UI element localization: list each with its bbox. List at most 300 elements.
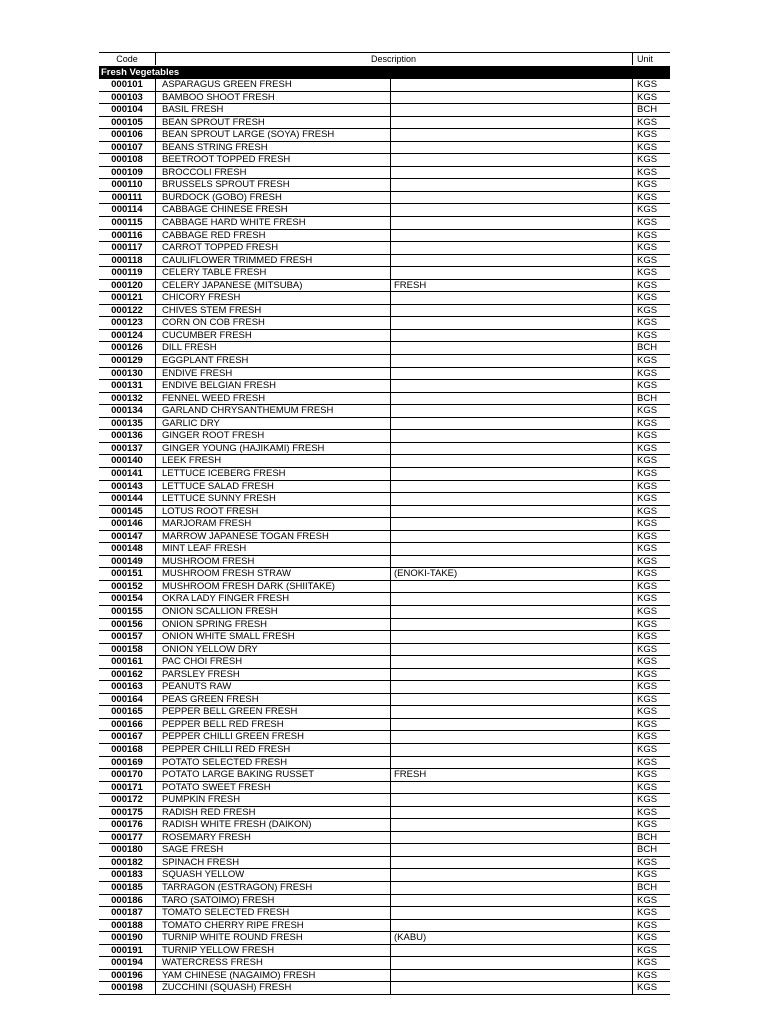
row-description: CARROT TOPPED FRESH: [162, 242, 279, 254]
row-unit: KGS: [637, 480, 658, 492]
table-row: [99, 869, 670, 882]
table-row: [99, 355, 670, 368]
row-code: 000140: [111, 455, 143, 467]
vegetable-code-table: [99, 52, 670, 995]
table-row: [99, 920, 670, 933]
row-unit: KGS: [637, 204, 658, 216]
row-unit: KGS: [637, 806, 658, 818]
row-code: 000154: [111, 593, 143, 605]
row-code: 000111: [111, 191, 143, 203]
row-code: 000151: [111, 568, 143, 580]
row-code: 000105: [111, 116, 143, 128]
row-code: 000144: [111, 493, 143, 505]
row-unit: KGS: [637, 643, 658, 655]
row-unit: KGS: [637, 907, 658, 919]
row-code: 000198: [111, 982, 143, 994]
row-note: (ENOKI-TAKE): [394, 568, 458, 580]
header-code: Code: [99, 53, 156, 65]
table-row: [99, 430, 670, 443]
row-unit: KGS: [637, 957, 658, 969]
row-unit: KGS: [637, 555, 658, 567]
row-code: 000156: [111, 618, 143, 630]
table-row: [99, 192, 670, 205]
table-row: [99, 154, 670, 167]
row-description: TURNIP YELLOW FRESH: [162, 944, 275, 956]
row-code: 000107: [111, 141, 143, 153]
row-code: 000188: [111, 919, 143, 931]
row-code: 000190: [111, 932, 143, 944]
row-unit: BCH: [637, 844, 658, 856]
row-description: GARLAND CHRYSANTHEMUM FRESH: [162, 405, 334, 417]
row-description: ASPARAGUS GREEN FRESH: [162, 79, 292, 90]
row-code: 000164: [111, 693, 143, 705]
row-unit: KGS: [637, 505, 658, 517]
row-unit: KGS: [637, 530, 658, 542]
row-unit: KGS: [637, 568, 658, 580]
row-description: TARRAGON (ESTRAGON) FRESH: [162, 882, 313, 893]
row-unit: KGS: [637, 455, 658, 467]
row-unit: KGS: [637, 894, 658, 906]
row-note: FRESH: [394, 279, 427, 291]
row-unit: KGS: [637, 467, 658, 479]
row-description: PEPPER CHILLI GREEN FRESH: [162, 731, 305, 743]
row-description: BRUSSELS SPROUT FRESH: [162, 179, 290, 191]
table-row: [99, 631, 670, 644]
row-code: 000120: [111, 279, 143, 291]
table-row: [99, 844, 670, 857]
row-unit: KGS: [637, 932, 658, 944]
row-code: 000170: [111, 769, 143, 781]
row-description: LETTUCE SUNNY FRESH: [162, 493, 276, 505]
row-code: 000115: [111, 217, 143, 229]
table-row: [99, 468, 670, 481]
table-row: [99, 380, 670, 393]
row-description: RADISH WHITE FRESH (DAIKON): [162, 819, 312, 831]
row-unit: KGS: [637, 317, 658, 329]
table-row: [99, 292, 670, 305]
row-unit: KGS: [637, 430, 658, 442]
row-unit: KGS: [637, 79, 658, 90]
row-unit: BCH: [637, 882, 658, 893]
row-unit: KGS: [637, 693, 658, 705]
row-description: TURNIP WHITE ROUND FRESH: [162, 932, 303, 944]
row-description: SAGE FRESH: [162, 844, 224, 856]
row-description: PAC CHOI FRESH: [162, 656, 243, 668]
row-description: TOMATO CHERRY RIPE FRESH: [162, 919, 304, 931]
row-unit: KGS: [637, 982, 658, 994]
row-unit: KGS: [637, 91, 658, 103]
row-unit: KGS: [637, 417, 658, 429]
table-row: [99, 418, 670, 431]
row-description: RADISH RED FRESH: [162, 806, 256, 818]
row-description: ONION SPRING FRESH: [162, 618, 268, 630]
row-code: 000187: [111, 907, 143, 919]
row-description: PEAS GREEN FRESH: [162, 693, 259, 705]
row-code: 000130: [111, 367, 143, 379]
table-row: [99, 142, 670, 155]
row-unit: KGS: [637, 543, 658, 555]
row-description: CAULIFLOWER TRIMMED FRESH: [162, 254, 313, 266]
row-description: ONION YELLOW DRY: [162, 643, 258, 655]
table-row: [99, 493, 670, 506]
table-row: [99, 342, 670, 355]
row-description: LEEK FRESH: [162, 455, 222, 467]
table-row: [99, 255, 670, 268]
row-description: OKRA LADY FINGER FRESH: [162, 593, 290, 605]
row-description: SQUASH YELLOW: [162, 869, 245, 881]
row-code: 000194: [111, 957, 143, 969]
row-unit: KGS: [637, 769, 658, 781]
table-row: [99, 907, 670, 920]
table-body: [99, 79, 670, 995]
row-unit: KGS: [637, 518, 658, 530]
row-unit: KGS: [637, 731, 658, 743]
row-description: DILL FRESH: [162, 342, 217, 354]
row-code: 000165: [111, 706, 143, 718]
table-row: [99, 656, 670, 669]
row-description: BEAN SPROUT FRESH: [162, 116, 265, 128]
table-row: [99, 757, 670, 770]
row-code: 000183: [111, 869, 143, 881]
row-description: PARSLEY FRESH: [162, 668, 240, 680]
row-code: 000119: [111, 267, 143, 279]
row-code: 000147: [111, 530, 143, 542]
row-description: CHIVES STEM FRESH: [162, 304, 262, 316]
table-row: [99, 79, 670, 92]
table-row: [99, 317, 670, 330]
row-code: 000168: [111, 743, 143, 755]
row-code: 000169: [111, 756, 143, 768]
row-description: CABBAGE RED FRESH: [162, 229, 266, 241]
row-description: SPINACH FRESH: [162, 856, 240, 868]
row-description: PEPPER CHILLI RED FRESH: [162, 743, 291, 755]
row-unit: KGS: [637, 743, 658, 755]
row-unit: KGS: [637, 141, 658, 153]
table-row: [99, 556, 670, 569]
row-description: POTATO LARGE BAKING RUSSET: [162, 769, 315, 781]
table-row: [99, 455, 670, 468]
row-code: 000158: [111, 643, 143, 655]
row-unit: KGS: [637, 781, 658, 793]
row-unit: KGS: [637, 668, 658, 680]
row-unit: BCH: [637, 342, 658, 354]
row-unit: KGS: [637, 166, 658, 178]
row-code: 000117: [111, 242, 143, 254]
row-unit: KGS: [637, 129, 658, 141]
row-unit: KGS: [637, 191, 658, 203]
table-row: [99, 543, 670, 556]
table-row: [99, 606, 670, 619]
table-row: [99, 769, 670, 782]
table-row: [99, 443, 670, 456]
table-row: [99, 882, 670, 895]
table-row: [99, 706, 670, 719]
row-description: GINGER YOUNG (HAJIKAMI) FRESH: [162, 442, 325, 454]
table-row: [99, 970, 670, 983]
row-description: MARROW JAPANESE TOGAN FRESH: [162, 530, 329, 542]
row-description: CORN ON COB FRESH: [162, 317, 265, 329]
row-code: 000167: [111, 731, 143, 743]
row-code: 000155: [111, 605, 143, 617]
row-unit: KGS: [637, 819, 658, 831]
row-code: 000134: [111, 405, 143, 417]
row-unit: KGS: [637, 605, 658, 617]
table-row: [99, 794, 670, 807]
row-description: POTATO SELECTED FRESH: [162, 756, 288, 768]
row-unit: KGS: [637, 292, 658, 304]
table-row: [99, 104, 670, 117]
row-description: WATERCRESS FRESH: [162, 957, 263, 969]
row-description: BURDOCK (GOBO) FRESH: [162, 191, 282, 203]
row-description: PUMPKIN FRESH: [162, 794, 241, 806]
row-unit: KGS: [637, 681, 658, 693]
row-unit: KGS: [637, 279, 658, 291]
row-unit: KGS: [637, 869, 658, 881]
row-code: 000124: [111, 329, 143, 341]
row-description: ROSEMARY FRESH: [162, 831, 251, 843]
row-code: 000131: [111, 380, 143, 392]
table-row: [99, 932, 670, 945]
row-description: BEETROOT TOPPED FRESH: [162, 154, 291, 166]
row-code: 000132: [111, 392, 143, 404]
row-code: 000116: [111, 229, 143, 241]
row-code: 000146: [111, 518, 143, 530]
row-description: CELERY JAPANESE (MITSUBA): [162, 279, 303, 291]
row-code: 000110: [111, 179, 143, 191]
row-code: 000163: [111, 681, 143, 693]
table-row: [99, 167, 670, 180]
row-unit: KGS: [637, 706, 658, 718]
header-description: Description: [155, 53, 633, 65]
row-description: CABBAGE CHINESE FRESH: [162, 204, 288, 216]
row-unit: KGS: [637, 442, 658, 454]
table-row: [99, 669, 670, 682]
row-code: 000180: [111, 844, 143, 856]
table-row: [99, 782, 670, 795]
table-header: [99, 52, 670, 67]
row-description: ENDIVE BELGIAN FRESH: [162, 380, 277, 392]
row-note: (KABU): [394, 932, 427, 944]
table-row: [99, 280, 670, 293]
table-row: [99, 330, 670, 343]
row-code: 000171: [111, 781, 143, 793]
table-row: [99, 895, 670, 908]
row-unit: KGS: [637, 380, 658, 392]
row-description: CELERY TABLE FRESH: [162, 267, 267, 279]
row-unit: KGS: [637, 656, 658, 668]
row-code: 000182: [111, 856, 143, 868]
table-row: [99, 819, 670, 832]
table-row: [99, 531, 670, 544]
row-code: 000196: [111, 969, 143, 981]
row-code: 000121: [111, 292, 143, 304]
row-unit: KGS: [637, 919, 658, 931]
row-description: ONION WHITE SMALL FRESH: [162, 631, 295, 643]
row-description: ZUCCHINI (SQUASH) FRESH: [162, 982, 292, 994]
row-code: 000166: [111, 718, 143, 730]
row-description: LOTUS ROOT FRESH: [162, 505, 259, 517]
table-row: [99, 242, 670, 255]
table-row: [99, 694, 670, 707]
row-note: FRESH: [394, 769, 427, 781]
table-row: [99, 982, 670, 995]
row-unit: KGS: [637, 254, 658, 266]
row-description: MUSHROOM FRESH: [162, 555, 255, 567]
table-row: [99, 305, 670, 318]
row-code: 000137: [111, 442, 143, 454]
row-unit: KGS: [637, 969, 658, 981]
row-code: 000123: [111, 317, 143, 329]
table-row: [99, 518, 670, 531]
row-code: 000148: [111, 543, 143, 555]
row-code: 000141: [111, 467, 143, 479]
table-row: [99, 957, 670, 970]
row-unit: KGS: [637, 304, 658, 316]
row-unit: KGS: [637, 580, 658, 592]
row-unit: KGS: [637, 242, 658, 254]
row-unit: KGS: [637, 116, 658, 128]
row-code: 000172: [111, 794, 143, 806]
table-row: [99, 393, 670, 406]
row-unit: KGS: [637, 217, 658, 229]
row-description: CHICORY FRESH: [162, 292, 241, 304]
table-row: [99, 129, 670, 142]
row-code: 000149: [111, 555, 143, 567]
table-row: [99, 945, 670, 958]
row-code: 000185: [111, 882, 143, 893]
section-title: Fresh Vegetables: [99, 67, 670, 79]
row-code: 000157: [111, 631, 143, 643]
row-code: 000101: [111, 79, 143, 90]
row-description: CABBAGE HARD WHITE FRESH: [162, 217, 306, 229]
table-row: [99, 644, 670, 657]
row-code: 000126: [111, 342, 143, 354]
table-row: [99, 179, 670, 192]
row-code: 000191: [111, 944, 143, 956]
row-code: 000108: [111, 154, 143, 166]
row-description: PEPPER BELL GREEN FRESH: [162, 706, 298, 718]
header-unit: Unit: [637, 54, 654, 64]
table-row: [99, 719, 670, 732]
row-description: PEPPER BELL RED FRESH: [162, 718, 284, 730]
row-code: 000145: [111, 505, 143, 517]
row-unit: KGS: [637, 794, 658, 806]
table-row: [99, 731, 670, 744]
row-unit: KGS: [637, 593, 658, 605]
table-row: [99, 204, 670, 217]
row-unit: KGS: [637, 355, 658, 367]
row-unit: KGS: [637, 179, 658, 191]
row-description: YAM CHINESE (NAGAIMO) FRESH: [162, 969, 316, 981]
row-code: 000118: [111, 254, 143, 266]
row-code: 000104: [111, 104, 143, 116]
table-row: [99, 506, 670, 519]
table-row: [99, 832, 670, 845]
row-description: CUCUMBER FRESH: [162, 329, 252, 341]
row-description: BEAN SPROUT LARGE (SOYA) FRESH: [162, 129, 335, 141]
row-description: POTATO SWEET FRESH: [162, 781, 271, 793]
row-unit: KGS: [637, 718, 658, 730]
row-code: 000136: [111, 430, 143, 442]
table-row: [99, 568, 670, 581]
row-description: LETTUCE SALAD FRESH: [162, 480, 274, 492]
table-row: [99, 92, 670, 105]
table-row: [99, 744, 670, 757]
row-description: BROCCOLI FRESH: [162, 166, 247, 178]
row-description: BAMBOO SHOOT FRESH: [162, 91, 275, 103]
table-row: [99, 481, 670, 494]
row-description: EGGPLANT FRESH: [162, 355, 249, 367]
row-code: 000114: [111, 204, 143, 216]
table-row: [99, 581, 670, 594]
row-code: 000152: [111, 580, 143, 592]
row-code: 000135: [111, 417, 143, 429]
row-unit: KGS: [637, 856, 658, 868]
row-code: 000109: [111, 166, 143, 178]
row-code: 000122: [111, 304, 143, 316]
row-description: LETTUCE ICEBERG FRESH: [162, 467, 286, 479]
row-unit: KGS: [637, 756, 658, 768]
row-unit: BCH: [637, 831, 658, 843]
row-unit: KGS: [637, 367, 658, 379]
row-code: 000176: [111, 819, 143, 831]
row-description: FENNEL WEED FRESH: [162, 392, 266, 404]
table-row: [99, 217, 670, 230]
table-row: [99, 230, 670, 243]
row-code: 000177: [111, 831, 143, 843]
row-code: 000143: [111, 480, 143, 492]
row-description: MUSHROOM FRESH STRAW: [162, 568, 291, 580]
row-code: 000129: [111, 355, 143, 367]
row-unit: KGS: [637, 493, 658, 505]
table-row: [99, 857, 670, 870]
row-description: MUSHROOM FRESH DARK (SHIITAKE): [162, 580, 335, 592]
table-row: [99, 681, 670, 694]
row-unit: KGS: [637, 405, 658, 417]
row-unit: KGS: [637, 154, 658, 166]
row-unit: BCH: [637, 104, 658, 116]
table-row: [99, 405, 670, 418]
row-code: 000103: [111, 91, 143, 103]
row-description: MINT LEAF FRESH: [162, 543, 247, 555]
row-description: TARO (SATOIMO) FRESH: [162, 894, 275, 906]
row-code: 000175: [111, 806, 143, 818]
row-code: 000106: [111, 129, 143, 141]
row-unit: KGS: [637, 229, 658, 241]
table-row: [99, 267, 670, 280]
row-description: MARJORAM FRESH: [162, 518, 252, 530]
row-description: BASIL FRESH: [162, 104, 224, 116]
table-row: [99, 619, 670, 632]
row-unit: KGS: [637, 267, 658, 279]
table-row: [99, 593, 670, 606]
row-code: 000161: [111, 656, 143, 668]
row-description: BEANS STRING FRESH: [162, 141, 268, 153]
row-unit: KGS: [637, 329, 658, 341]
row-description: TOMATO SELECTED FRESH: [162, 907, 290, 919]
row-unit: KGS: [637, 631, 658, 643]
row-description: GINGER ROOT FRESH: [162, 430, 265, 442]
row-description: GARLIC DRY: [162, 417, 220, 429]
row-unit: KGS: [637, 618, 658, 630]
row-code: 000162: [111, 668, 143, 680]
row-unit: BCH: [637, 392, 658, 404]
row-code: 000186: [111, 894, 143, 906]
row-description: ONION SCALLION FRESH: [162, 605, 278, 617]
table-row: [99, 807, 670, 820]
table-row: [99, 117, 670, 130]
row-unit: KGS: [637, 944, 658, 956]
